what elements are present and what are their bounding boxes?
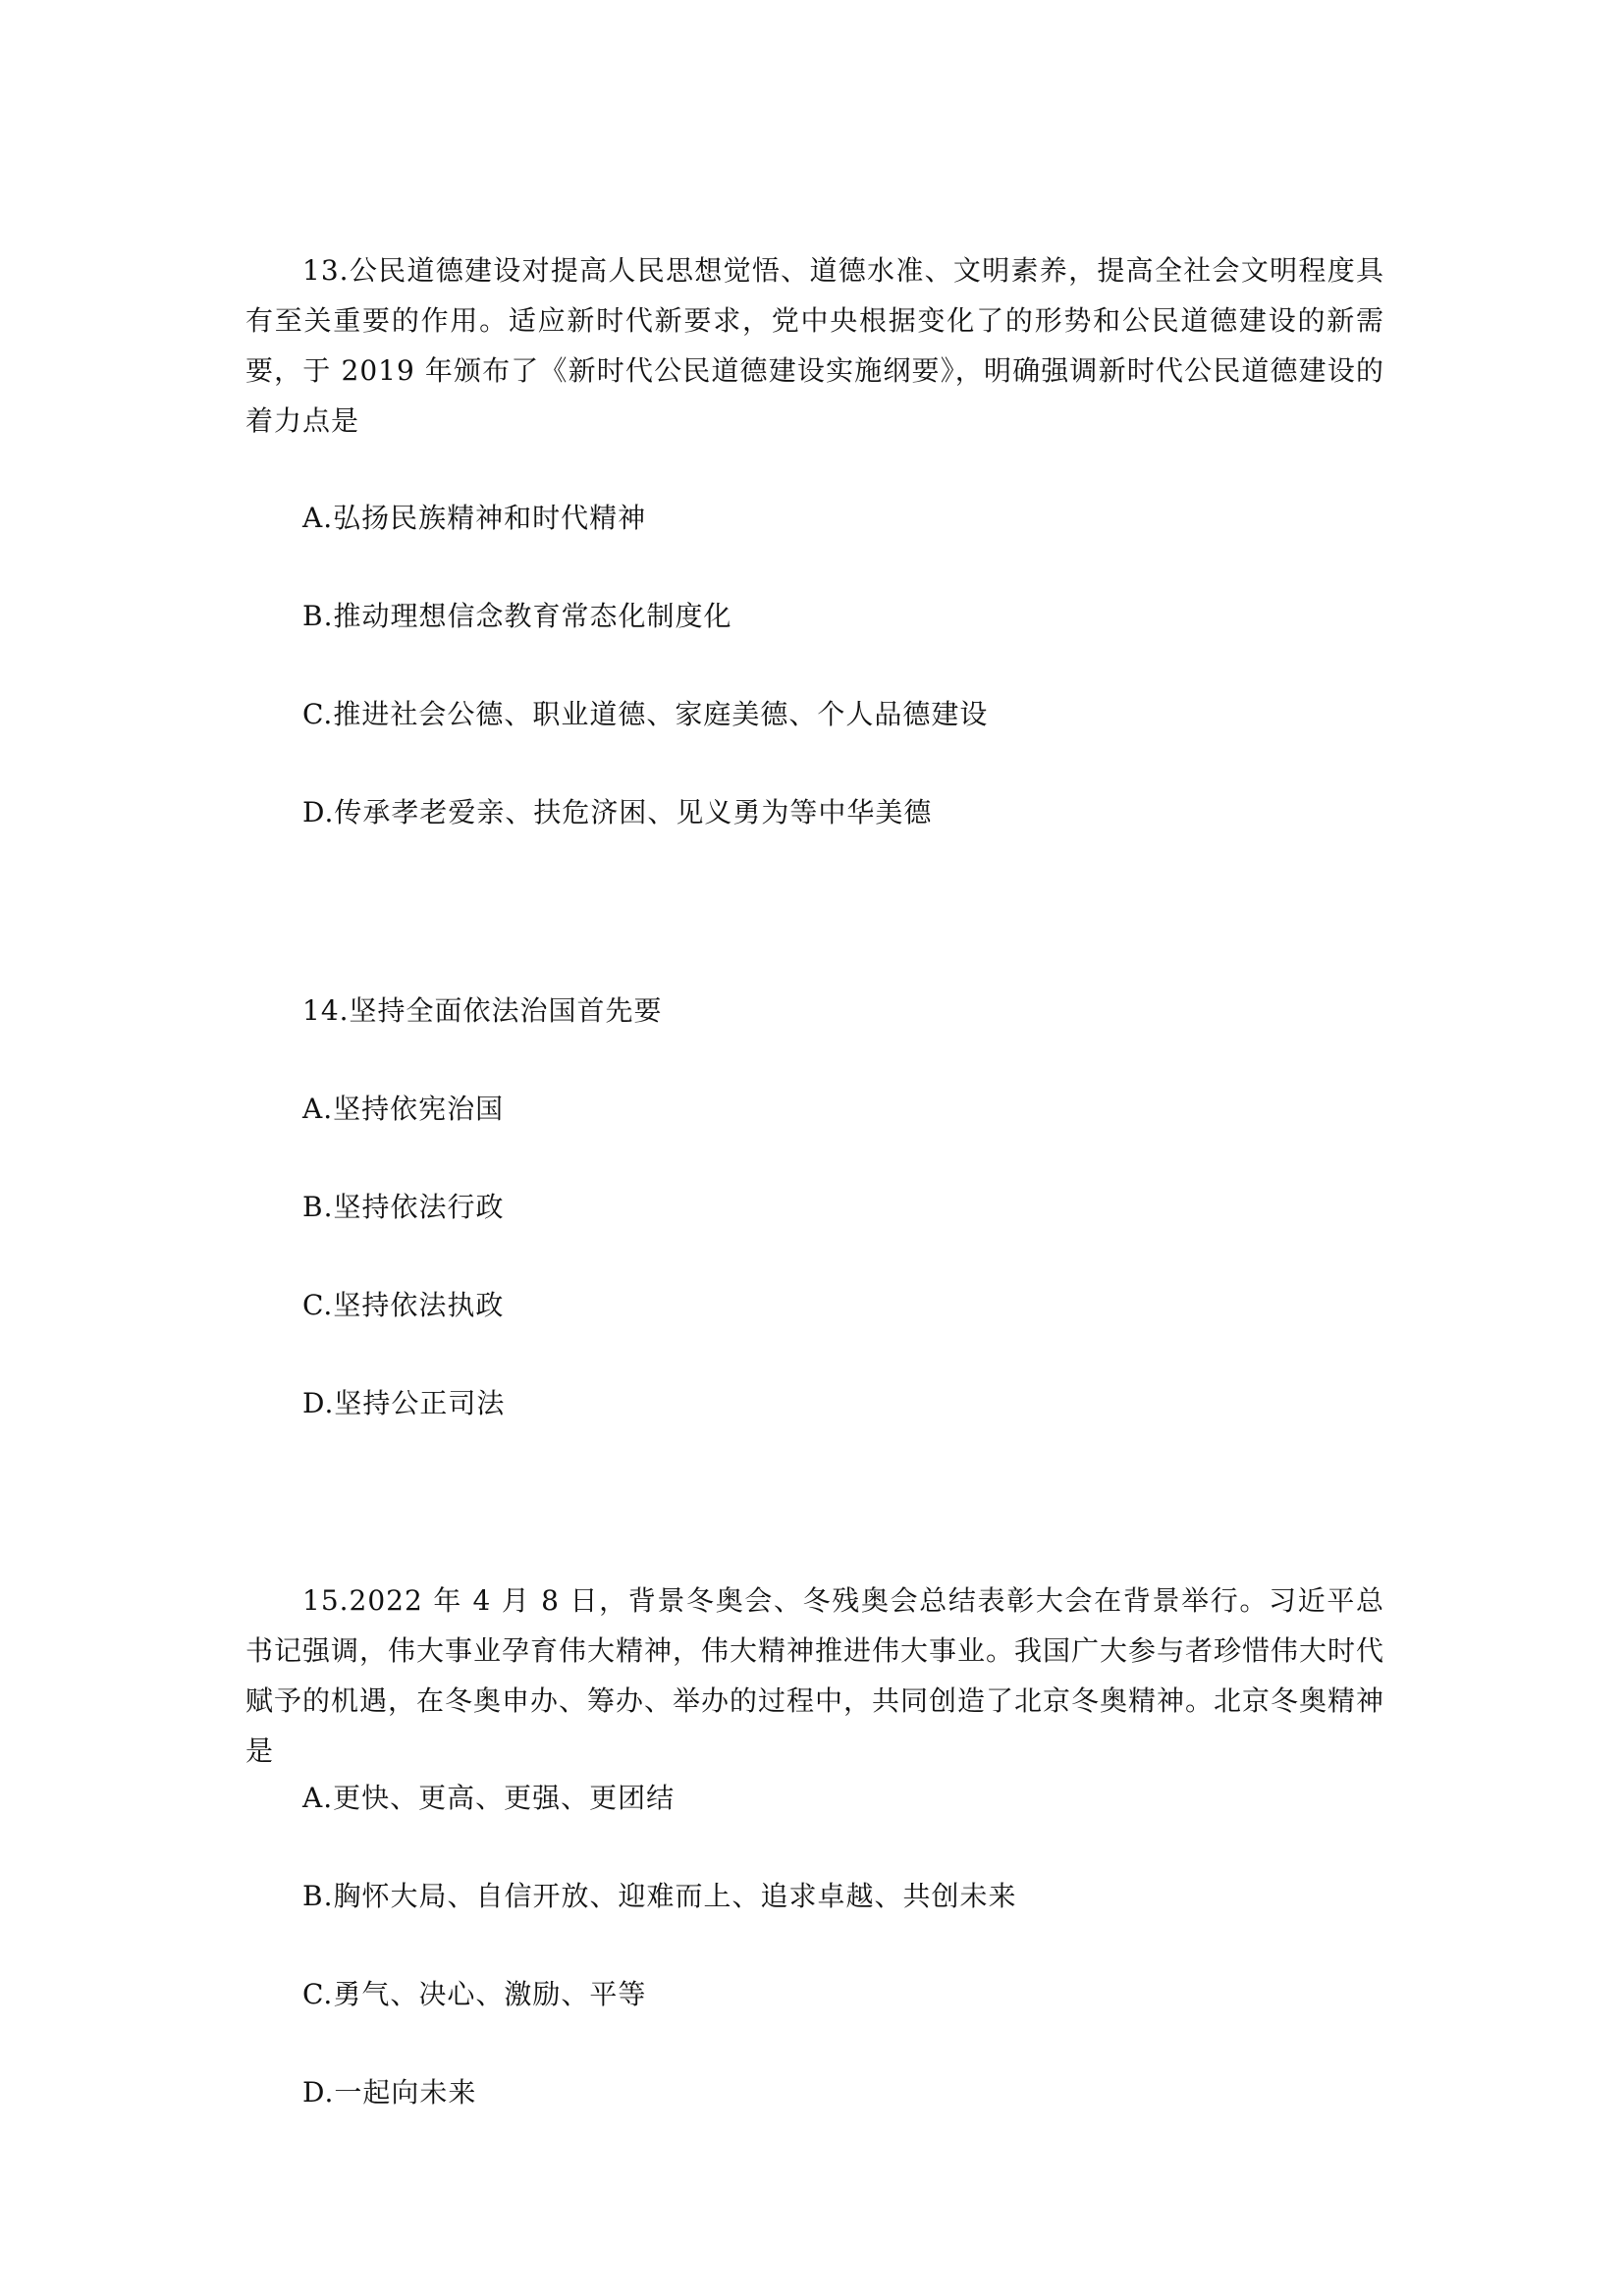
option-d: D.一起向未来	[302, 2076, 477, 2109]
option-c: C.推进社会公德、职业道德、家庭美德、个人品德建设	[302, 698, 989, 730]
question-stem: 15.2022 年 4 月 8 日，背景冬奥会、冬残奥会总结表彰大会在背景举行。习近平总书记强调，伟大事业孕育伟大精神，伟大精神推进伟大事业。我国广大参与者珍惜伟大时代赋予的机遇，在冬奥申办、筹办、举办的过程中，共同创造了北京冬奥精神。北京冬奥精神是	[245, 1584, 1385, 1767]
question-stem: 13.公民道德建设对提高人民思想觉悟、道德水准、文明素养，提高全社会文明程度具有至关重要的作用。适应新时代新要求，党中央根据变化了的形势和公民道德建设的新需要，于 2019 年颁布了《新时代公民道德建设实施纲要》，明确强调新时代公民道德建设的着力点是	[245, 254, 1384, 437]
option-a: A.弘扬民族精神和时代精神	[302, 502, 647, 534]
option-a: A.坚持依宪治国	[302, 1093, 505, 1125]
option-a: A.更快、更高、更强、更团结	[302, 1782, 676, 1814]
question-14-stem: 14.坚持全面依法治国首先要	[302, 994, 663, 1027]
question-15	[245, 1575, 1384, 1776]
option-d: D.传承孝老爱亲、扶危济困、见义勇为等中华美德	[302, 796, 933, 828]
option-b: B.胸怀大局、自信开放、迎难而上、追求卓越、共创未来	[302, 1880, 1017, 1912]
option-b: B.推动理想信念教育常态化制度化	[302, 600, 732, 632]
option-c: C.勇气、决心、激励、平等	[302, 1978, 647, 2010]
option-d: D.坚持公正司法	[302, 1387, 506, 1419]
question-13	[245, 245, 1384, 446]
option-c: C.坚持依法执政	[302, 1289, 505, 1321]
option-b: B.坚持依法行政	[302, 1191, 505, 1223]
